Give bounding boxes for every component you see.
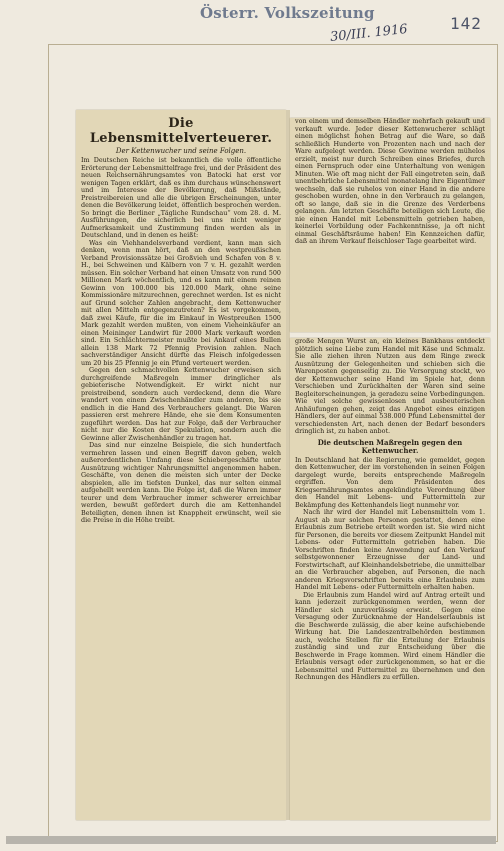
paragraph: Im Deutschen Reiche ist bekanntlich die volle öffentliche Erörterung der Lebensmittelfrage frei, und der Präsident des neuen Reichsernährungsamtes von Batocki hat erst vor wenigen Tagen erklärt, daß es ihm durchaus wünschenswert und im Interesse der Bevölkerung, daß Mißstände, Preistreibereien und alle die übrigen Erscheinungen, unter denen die Bevölkerung leidet, öffentlich besprochen werden. So bringt die Berliner „Tägliche Rundschau“ vom 28. d. M. Ausführungen, die sicherlich bei uns nicht weniger Aufmerksamkeit und Zustimmung finden werden als in Deutschland, und in denen es heißt: bbox=[81, 156, 281, 239]
paragraph: große Mengen Wurst an, ein kleines Bankhaus entdeckt plötzlich seine Liebe zum Handel mit Käse und Schmalz. Sie alle ziehen ihren Nutzen aus dem Ringe zweck Ausnützung der Gelegenheiten und schieben sich die Warenposten gegenseitig zu. Die Versorgung stockt, wo der Kettenwucher seine Hand im Spiele hat, denn Verschieben und Zurückhalten der Waren sind seine Begleiterscheinungen, ja geradezu seine Vorbedingungen. Wie viel solche gewissenlosen und ausbeuterischen Anhäufungen gehen, zeigt das Angebot eines einzigen Händlers, der auf einmal 538.000 Pfund Lebensmittel der verschiedensten Art, nach denen der Bedarf besonders dringlich ist, zu haben anbot. bbox=[295, 338, 485, 435]
clipping-left-column bbox=[76, 110, 286, 820]
paragraph: von einem und demselben Händler mehrfach gekauft und verkauft wurde. Jeder dieser Kettenwucherer schlägt einen möglichst hohen Betrag auf die Ware, so daß schließlich Hunderte von Prozenten nach und nach der Ware aufgelegt werden. Diese Gewinne werden mühelos erzielt, meist nur durch Schreiben eines Briefes, durch einen Fernspruch oder eine Unterhaltung von wenigen Minuten. Wie oft mag nicht der Fall eingetreten sein, daß unentbehrliche Lebensmittel monatelang ihre Eigentümer wechseln, daß sie ruhelos von einer Hand in die andere geschoben wurden, ohne in den Verbrauch zu gelangen, oft so lange, daß sie in die Grenze des Verderbens gelangen. Am letzten Geschäfte beteiligen sich Leute, die nie einen Handel mit Lebensmitteln getrieben haben, keinerlei Vorbildung oder Fachkenntnisse, ja oft nicht einmal Geschäftsräume haben! Ein Kennzeichen dafür, daß an ihrem Verkauf fleischloser Tage gearbeitet wird. bbox=[295, 118, 485, 245]
paragraph: Was ein Viehhandelsverband verdient, kann man sich denken, wenn man hört, daß an den westpreußischen Verband Provisionssätze bei Großvieh und Schafen von 8 v. H., bei Schweinen und Kälbern von 7 v. H. gezahlt werden müssen. Ein solcher Verband hat einen Umsatz von rund 500 Millionen Mark wöchentlich, und es kann mit einem reinen Gewinn von 100.000 bis 120.000 Mark, ohne seine Kommissionäre mitzurechnen, gerechnet werden. Ist es nicht auf Grund solcher Zahlen angebracht, dem Kettenwucher mit allen Mitteln entgegenzutreten? Es ist vorgekommen, daß zwei Käufe, für die im Einkauf in Westpreußen 1500 Mark gezahlt werden mußten, von einem Vieheinkäufer an einen Meininger Landwirt für 2000 Mark verkauft worden sind. Ein Schlächtermeister mußte bei Ankauf eines Bullen allein 138 Mark 72 Pfennig Provision zahlen. Nach sachverständiger Ansicht dürfte das Fleisch infolgedessen um 20 bis 25 Pfennig je ein Pfund verteuert werden. bbox=[81, 238, 281, 367]
article-subtitle: Der Kettenwucher und seine Folgen. bbox=[115, 147, 247, 155]
handwritten-date: 30/III. 1916 bbox=[329, 21, 409, 46]
clipping-right-bottom bbox=[290, 338, 490, 820]
paragraph: Das sind nur einzelne Beispiele, die sich hundertfach vermehren lassen und einen Begriff davon geben, welch außerordentlichen Umfang diese Schiebergeschäfte unter Ausnützung wichtiger Nahrungsmittel angenommen haben. Geschäfte, von denen die meisten sich unter der Decke abspielen, alle im tiefsten Dunkel, das nur selten einmal aufgehellt werden kann. Die Folge ist, daß die Waren immer teurer und dem Verbraucher immer schwerer erreichbar werden, bewußt gefördert durch die am Kettenhandel Beteiligten, denen ihnen ist Knappheit erwünscht, weil sie die Preise in die Höhe treibt. bbox=[81, 441, 281, 524]
paragraph: Gegen den schmachvollen Kettenwucher erweisen sich durchgreifende Maßregeln immer dringlicher als gebieterische Notwendigkeit. Er wirkt nicht nur preistreibend, sondern auch verdeckend, denn die Ware wandert von einem Zwischenhändler zum anderen, bis sie endlich in die Hand des Verbrauchers gelangt. Die Waren passieren erst mehrere Hände, ehe sie dem Konsumenten zugeführt werden. Das hat zur Folge, daß der Verbraucher nicht nur die Kosten der Spekulation, sondern auch die Gewinne aller Zwischenhändler zu tragen hat. bbox=[81, 366, 281, 442]
newspaper-source-label: Österr. Volkszeitung bbox=[200, 4, 375, 22]
scan-edge-strip bbox=[6, 836, 496, 844]
section-heading: Die deutschen Maßregeln gegen den Kettenwucher. bbox=[317, 437, 463, 455]
paragraph: Die Erlaubnis zum Handel wird auf Antrag erteilt und kann jederzeit zurückgenommen werden, wenn der Händler sich unzuverlässig erweist. Gegen eine Versagung oder Zurücknahme der Handelserlaubnis ist die Beschwerde zulässig, die aber keine aufschiebende Wirkung hat. Die Landeszentralbehörden bestimmen auch, welche Stellen für die Erteilung der Erlaubnis zuständig sind und zur Entscheidung über die Beschwerde in Frage kommen. Wird einem Händler die Erlaubnis versagt oder zurückgenommen, so hat er die Lebensmittel und Futtermittel zu übernehmen und den Rechnungen des Händlers zu erfüllen. bbox=[295, 590, 485, 681]
paragraph: In Deutschland hat die Regierung, wie gemeldet, gegen den Kettenwucher, der im vorstehenden in seinen Folgen dargelegt wurde, bereits entsprechende Maßregeln ergriffen. Von dem Präsidenten des Kriegsernährungsamtes angekündigte Verordnung über den Handel mit Lebens- und Futtermitteln zur Bekämpfung des Kettenhandels liegt nunmehr vor. bbox=[295, 455, 485, 509]
paragraph: Nach ihr wird der Handel mit Lebensmitteln vom 1. August ab nur solchen Personen gestattet, denen eine Erlaubnis zum Betriebe erteilt worden ist. Sie wird nicht für Personen, die bereits vor diesem Zeitpunkt Handel mit Lebens- oder Futtermitteln getrieben haben. Die Vorschriften finden keine Anwendung auf den Verkauf selbstgewonnener Erzeugnisse der Land- und Forstwirtschaft, auf Kleinhandelsbetriebe, die unmittelbar an die Verbraucher abgeben, auf Personen, die nach anderen Kriegsvorschriften bereits eine Erlaubnis zum Handel mit Lebens- oder Futtermitteln erhalten haben. bbox=[295, 508, 485, 591]
archive-page-number: 142 bbox=[450, 14, 482, 33]
article-title: Die Lebensmittelverteuerer. bbox=[89, 116, 273, 146]
clipping-right-top bbox=[290, 118, 490, 332]
